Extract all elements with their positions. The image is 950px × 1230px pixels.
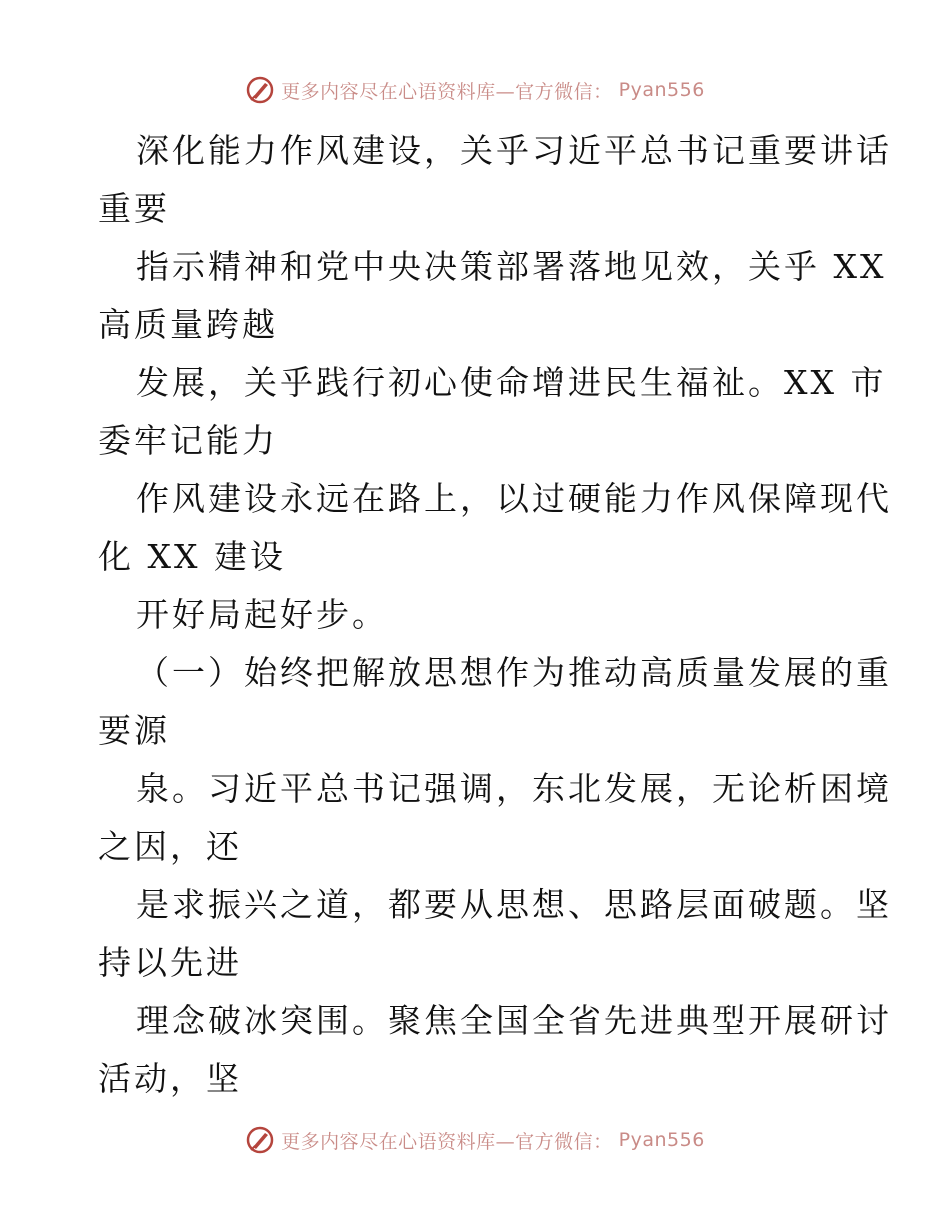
text-line: 活动，坚 bbox=[98, 1059, 242, 1098]
text-line: 重要 bbox=[98, 189, 170, 228]
text-line: 指示精神和党中央决策部署落地见效，关乎 XX bbox=[136, 247, 887, 286]
footer-watermark bbox=[0, 1123, 950, 1157]
document-body bbox=[98, 122, 892, 1108]
text-line: 委牢记能力 bbox=[98, 421, 278, 460]
text-line: 作风建设永远在路上，以过硬能力作风保障现代 bbox=[136, 479, 892, 518]
watermark-text: 更多内容尽在心语资料库—官方微信： bbox=[281, 80, 613, 103]
text-line: 化 XX 建设 bbox=[98, 537, 286, 576]
text-line: 发展，关乎践行初心使命增进民生福祉。XX 市 bbox=[136, 363, 887, 402]
quill-logo-icon bbox=[245, 1125, 275, 1155]
text-line: 开好局起好步。 bbox=[136, 595, 388, 634]
header-watermark bbox=[0, 73, 950, 107]
text-line: 是求振兴之道，都要从思想、思路层面破题。坚 bbox=[136, 885, 892, 924]
watermark-text: 更多内容尽在心语资料库—官方微信： bbox=[281, 1130, 613, 1153]
watermark-wechat-id: Pyan556 bbox=[618, 79, 705, 101]
text-line: （一）始终把解放思想作为推动高质量发展的重 bbox=[136, 653, 892, 692]
watermark-wechat-id: Pyan556 bbox=[618, 1129, 705, 1151]
text-line: 理念破冰突围。聚焦全国全省先进典型开展研讨 bbox=[136, 1001, 892, 1040]
text-line: 高质量跨越 bbox=[98, 305, 278, 344]
text-line: 泉。习近平总书记强调，东北发展，无论析困境 bbox=[136, 769, 892, 808]
text-line: 深化能力作风建设，关乎习近平总书记重要讲话 bbox=[136, 131, 892, 170]
quill-logo-icon bbox=[245, 75, 275, 105]
text-line: 持以先进 bbox=[98, 943, 242, 982]
text-line: 要源 bbox=[98, 711, 170, 750]
text-line: 之因，还 bbox=[98, 827, 242, 866]
